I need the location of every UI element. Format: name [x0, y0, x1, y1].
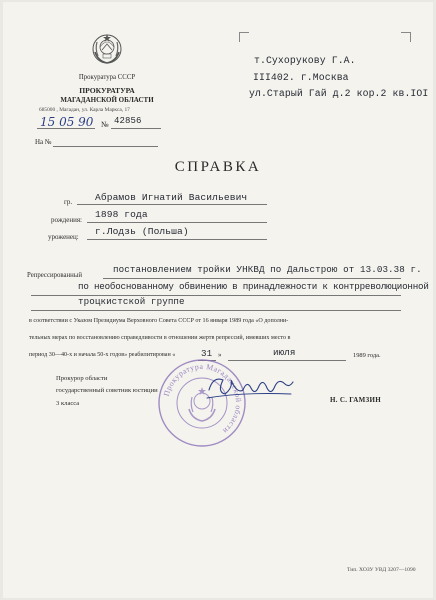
name-value: Абрамов Игнатий Васильевич — [95, 192, 248, 203]
repression-line-1: постановлением тройки УНКВД по Дальстрою от 13.03.38 г. — [113, 264, 422, 275]
address-corner-tr — [401, 32, 411, 42]
recipient-city: III402. г.Москва — [253, 72, 349, 83]
birth-label: рождения: — [51, 216, 82, 224]
rehab-month: июля — [273, 347, 296, 358]
recipient-name: т.Сухорукову Г.А. — [254, 55, 356, 66]
repression-line-3: троцкистской группе — [78, 296, 185, 307]
native-value: г.Лодзь (Польша) — [95, 226, 189, 237]
signer-title-2: государственный советник юстиции — [56, 387, 158, 394]
stamp-text: Прокуратура Магаданской области — [161, 361, 244, 436]
rehab-year: 1989 года. — [353, 352, 381, 359]
ussr-emblem-icon — [90, 32, 124, 66]
name-label: гр. — [64, 198, 73, 206]
org-address: 685000 , Магадан, ул. Карла Маркса, 17 — [39, 107, 130, 113]
number-underline — [111, 128, 161, 129]
document-title: СПРАВКА — [174, 159, 262, 175]
handwritten-signature — [203, 366, 297, 408]
document-sheet — [3, 2, 433, 598]
on-no-label: На № — [35, 138, 52, 146]
document-number: 42856 — [114, 116, 142, 126]
on-no-underline — [53, 146, 158, 147]
body-line-1: в соответствии с Указом Президиума Верховного Совета СССР от 16 января 1989 года «О дополни- — [29, 318, 289, 324]
birth-value: 1898 года — [95, 209, 148, 220]
native-label: уроженец: — [48, 233, 79, 241]
address-corner-tl — [239, 32, 249, 42]
body-line-3: период 30—40-х и начала 50-х годов» реабилитирован « — [29, 352, 176, 358]
repression-underline-1 — [103, 278, 401, 279]
date-underline — [37, 128, 95, 129]
repression-line-2: по необоснованному обвинению в принадлежности к контрреволюционной — [78, 281, 429, 292]
org-line-2: ПРОКУРАТУРА — [79, 86, 135, 95]
signer-title-1: Прокурор области — [56, 375, 108, 382]
signer-name: Н. С. ГАМЗИН — [330, 396, 382, 404]
name-underline — [77, 204, 267, 205]
recipient-street: ул.Старый Гай д.2 кор.2 кв.IOI — [249, 88, 429, 99]
date-handwritten: 15 05 90 — [40, 115, 94, 129]
repression-label: Репрессированный — [27, 272, 83, 279]
rehab-day-close-quote: » — [218, 351, 222, 359]
repression-underline-3 — [31, 310, 401, 311]
signer-title-3: 3 класса — [56, 400, 80, 407]
org-line-3: МАГАДАНСКОЙ ОБЛАСТИ — [60, 96, 154, 104]
birth-underline — [87, 222, 267, 223]
print-code: Тип. ХОЗУ УВД 3207—1090 — [347, 567, 416, 573]
rehab-day: 31 — [201, 348, 213, 359]
org-line-1: Прокуратура СССР — [78, 74, 136, 81]
number-prefix: № — [101, 120, 109, 129]
body-line-2: тельных мерах по восстановлению справедливости в отношении жертв репрессий, имевших место в — [29, 335, 291, 341]
native-underline — [87, 239, 267, 240]
